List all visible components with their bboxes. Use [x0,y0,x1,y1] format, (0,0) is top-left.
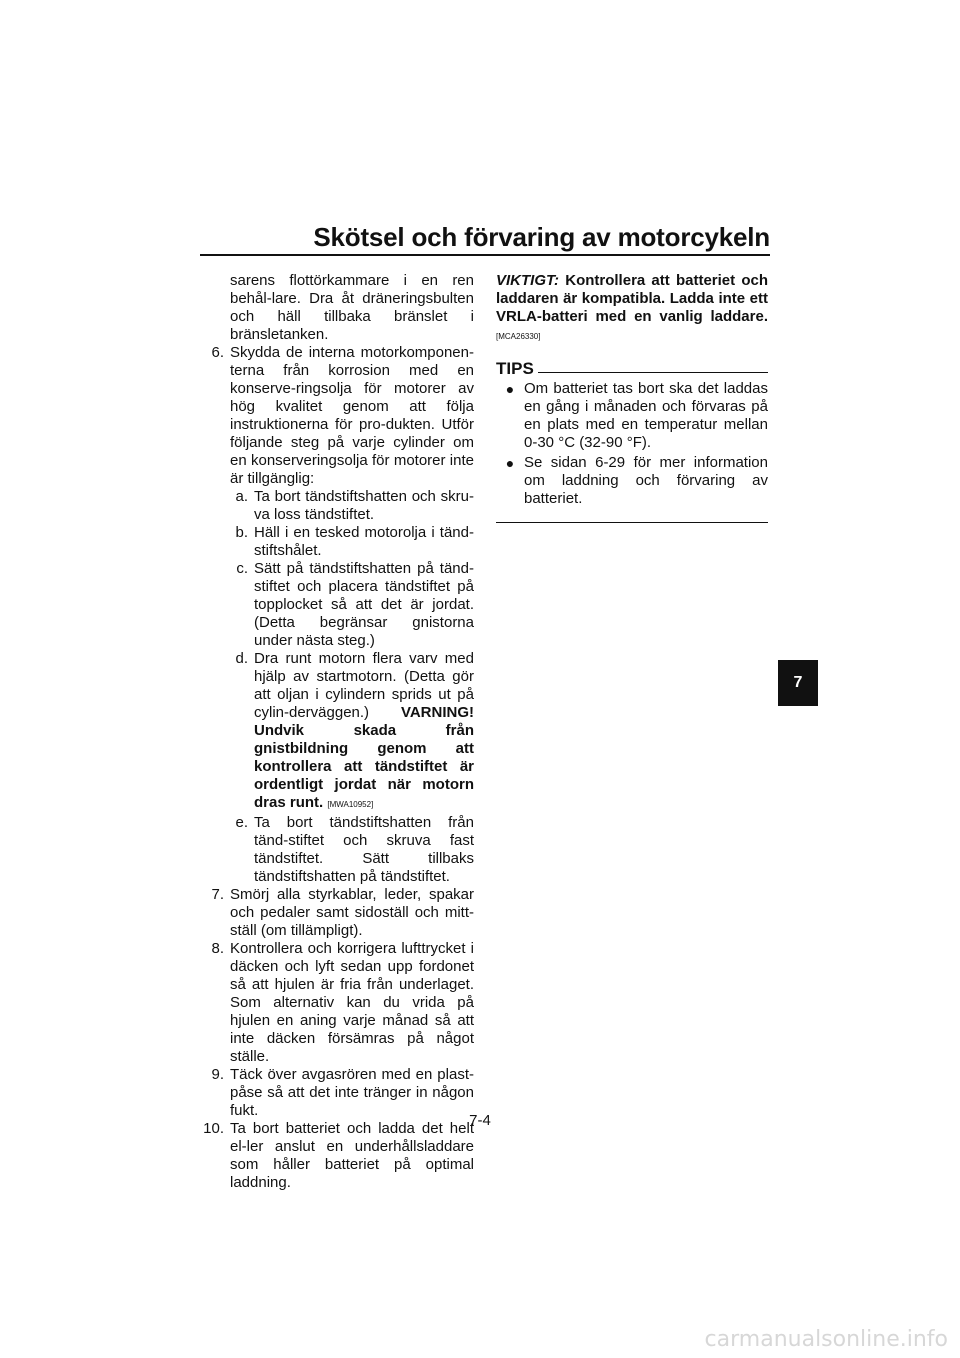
substep-text: Ta bort tändstiftshatten och skru-va loss tändstiftet. [254,488,474,523]
right-column [496,272,768,523]
tips-rule [538,372,768,373]
step-text: Ta bort batteriet och ladda det helt el-ler anslut en underhållsladdare som håller batteriet på optimal laddning. [230,1120,474,1191]
step-number: 6. [211,344,224,361]
substep-letter: a. [235,488,248,505]
tips-item-text: Om batteriet tas bort ska det laddas en gång i månaden och förvaras på en plats med en temperatur mellan 0-30 °C (32-90 °F). [524,380,768,451]
substep-text: Sätt på tändstiftshatten på tänd-stiftet och placera tändstiftet på topplocket så att det är jordat. (Detta begränsar gnistorna under nästa steg.) [254,560,474,649]
substep-a [202,488,474,524]
notice-paragraph [496,272,768,346]
left-column [202,272,474,1192]
substep-letter: d. [235,650,248,667]
step-text: Skydda de interna motorkomponen-terna från korrosion med en konserve-ringsolja för motorer av hög kvalitet genom att följa instruktionerna för pro-dukten. Utför följande steg på varje cylinder om en konserveringsolja för motorer inte är tillgänglig: [230,344,474,487]
step-text: Kontrollera och korrigera lufttrycket i däcken och lyft sedan upp fordonet så att hjulen är fria från underlaget. Som alternativ kan du vrida på hjulen en aning varje månad så att inte däcken försämras på något ställe. [230,940,474,1065]
bullet-icon: ● [505,381,515,397]
step-number: 8. [211,940,224,957]
notice-text: Kontrollera att batteriet och laddaren är kompatibla. Ladda inte ett VRLA-batteri med en vanlig laddare. [496,272,768,325]
substep-text: Ta bort tändstiftshatten från tänd-stiftet och skruva fast tändstiftet. Sätt tillbaks tändstiftshatten på tändstiftet. [254,814,474,885]
tips-item-text: Se sidan 6-29 för mer information om laddning och förvaring av batteriet. [524,454,768,507]
step-8 [202,940,474,1066]
step-number: 9. [211,1066,224,1083]
tips-title: TIPS [496,359,534,378]
step-10 [202,1120,474,1192]
intro-paragraph: sarens flottörkammare i en ren behål-lare. Dra åt dräneringsbulten och häll tillbaka bränslet i bränsletanken. [230,272,474,343]
chapter-tab: 7 [778,660,818,706]
warning-code: [MWA10952] [327,800,374,809]
bullet-icon: ● [505,455,515,471]
substep-c [202,560,474,650]
title-rule [200,254,770,256]
step-number: 7. [211,886,224,903]
tips-end-rule [496,522,768,523]
substep-text [254,650,474,814]
substep-text: Häll i en tesked motorolja i tänd-stiftshålet. [254,524,474,559]
substep-letter: b. [235,524,248,541]
step-number: 10. [203,1120,224,1137]
substep-e [202,814,474,886]
tips-item [496,380,768,452]
watermark: carmanualsonline.info [704,1327,948,1352]
step-7 [202,886,474,940]
substep-d-text: Dra runt motorn flera varv med hjälp av startmotorn. (Detta gör att oljan i cylindern sprids ut på cylin-derväggen.) [254,650,474,721]
page-title: Skötsel och förvaring av motorcykeln [313,222,770,252]
notice-label: VIKTIGT: [496,272,560,289]
page-number: 7-4 [469,1112,491,1129]
tips-header [496,360,768,378]
substep-d [202,650,474,814]
step-6 [202,344,474,488]
step-text: Smörj alla styrkablar, leder, spakar och pedaler samt sidoställ och mitt-ställ (om tillämpligt). [230,886,474,939]
step-9 [202,1066,474,1120]
substep-letter: c. [236,560,248,577]
warning-text: VARNING! Undvik skada från gnistbildning genom att kontrollera att tändstiftet är ordentligt jordat när motorn dras runt. [254,704,474,811]
substep-b [202,524,474,560]
tips-item [496,454,768,508]
notice-code: [MCA26330] [496,332,541,341]
substep-letter: e. [235,814,248,831]
step-text: Täck över avgasrören med en plast-påse så att det inte tränger in någon fukt. [230,1066,474,1119]
